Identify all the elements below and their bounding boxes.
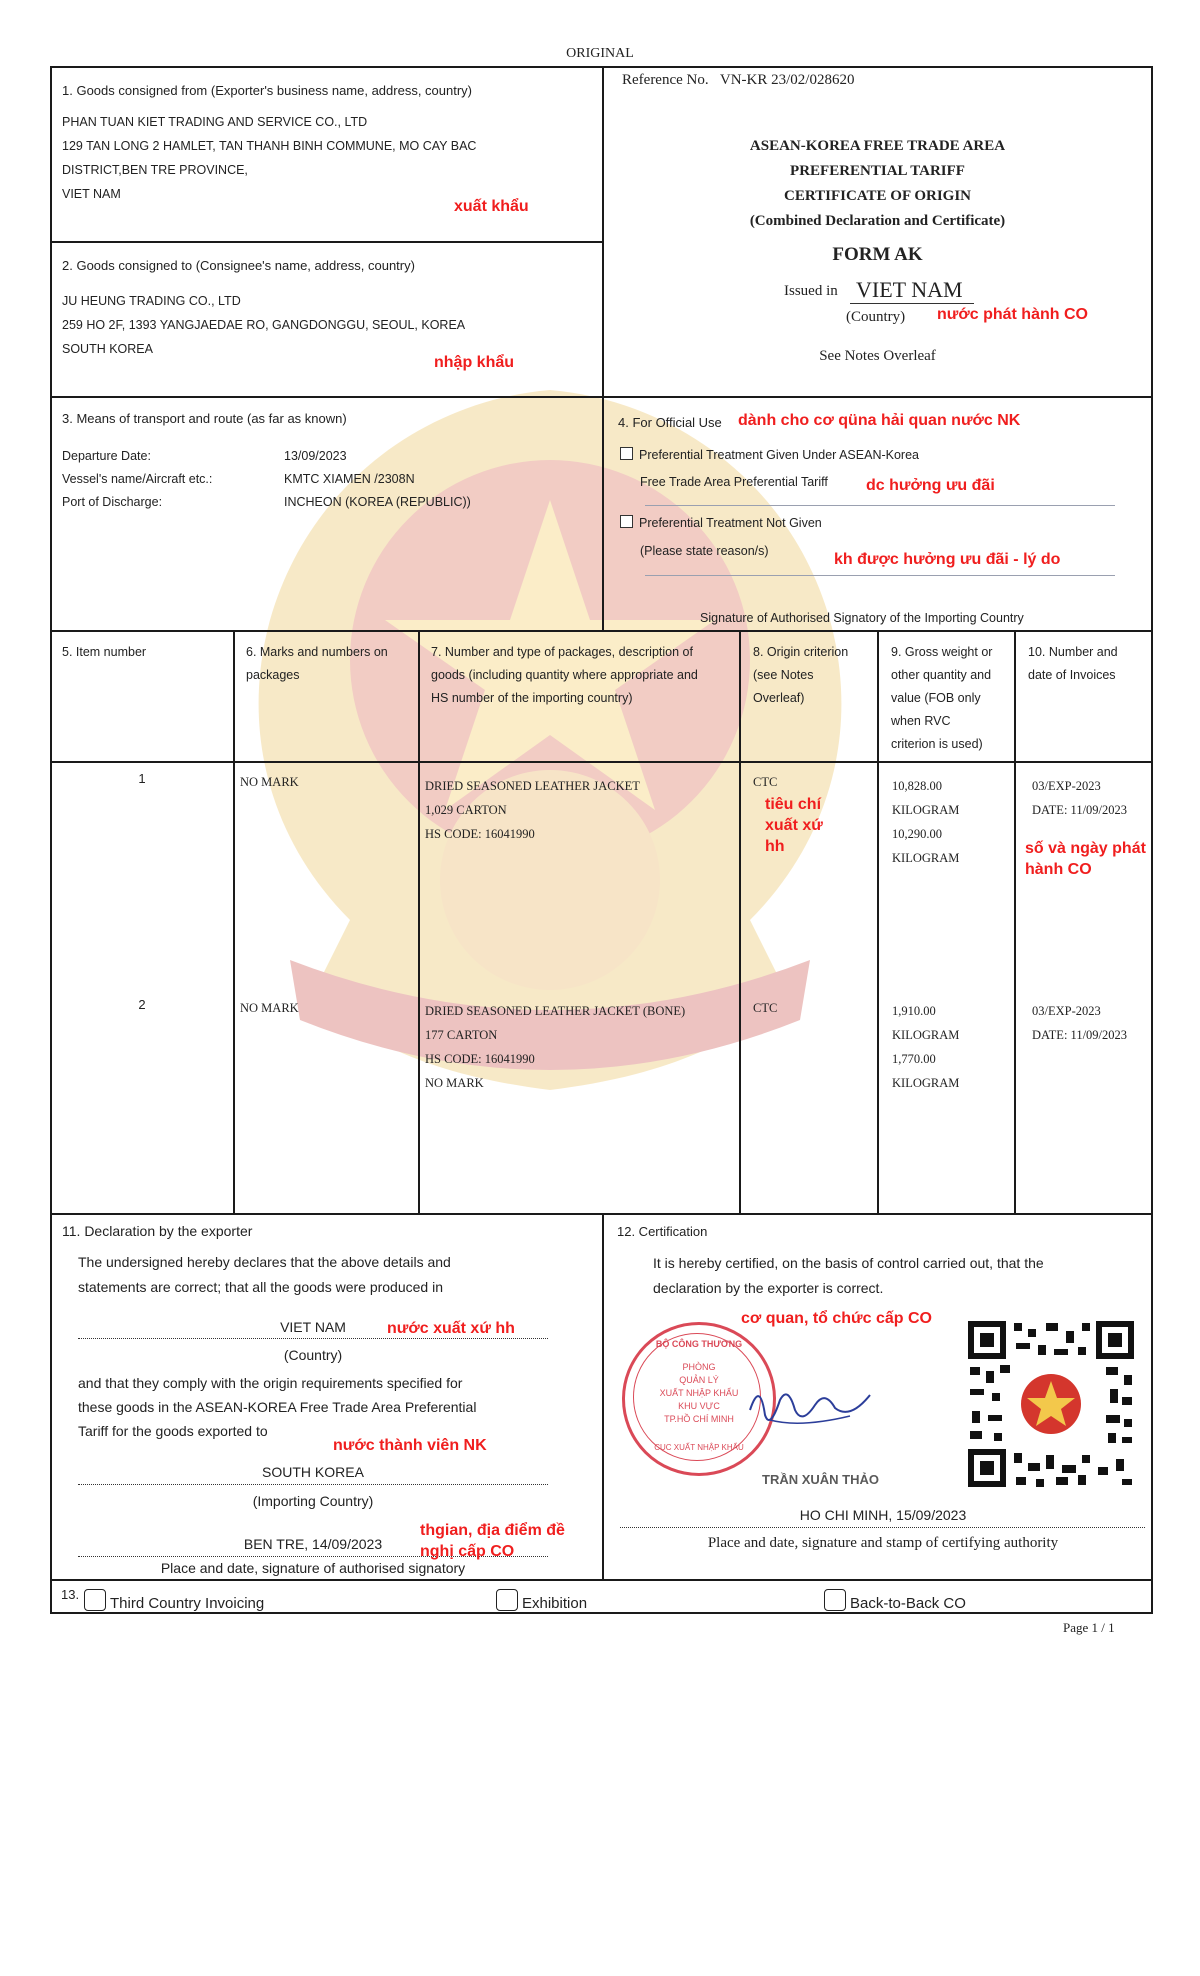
weight-line: 10,828.00 — [892, 779, 942, 793]
description-line: NO MARK — [425, 1076, 484, 1090]
header-line: 9. Gross weight or — [891, 645, 993, 659]
importing-annotation: nước thành viên NK — [333, 1437, 487, 1454]
box3-label: 3. Means of transport and route (as far as known) — [62, 411, 347, 426]
option-back-to-back[interactable] — [824, 1589, 966, 1612]
declaration-line: statements are correct; that all the goods were produced in — [78, 1279, 443, 1295]
declaration-paragraph-2 — [78, 1371, 476, 1443]
country-caption: (Country) — [283, 1347, 343, 1363]
box-exporter — [62, 80, 592, 206]
box-consignee — [62, 255, 592, 361]
transport-row — [62, 468, 582, 491]
checkbox-third-country[interactable] — [84, 1589, 106, 1611]
transport-key: Departure Date: — [62, 449, 151, 463]
importing-country: SOUTH KOREA — [262, 1464, 364, 1480]
checkbox-exhibition[interactable] — [496, 1589, 518, 1611]
weight-line: KILOGRAM — [892, 1076, 960, 1090]
reference-number — [622, 72, 854, 89]
header-gross-weight — [891, 641, 992, 756]
header-line: other quantity and — [891, 668, 992, 682]
description-line: DRIED SEASONED LEATHER JACKET — [425, 779, 640, 793]
exporter-line: 129 TAN LONG 2 HAMLET, TAN THANH BINH COMMUNE, MO CAY BAC — [62, 139, 477, 153]
invoice-line: 03/EXP-2023 — [1032, 779, 1101, 793]
original-label: ORIGINAL — [566, 46, 634, 61]
declaration-paragraph-1 — [78, 1250, 451, 1300]
description-line: HS CODE: 16041990 — [425, 827, 535, 841]
stamp-line: TP.HỒ CHÍ MINH — [664, 1414, 734, 1424]
option-label: Back-to-Back CO — [850, 1595, 966, 1612]
exporter-line: DISTRICT,BEN TRE PROVINCE, — [62, 163, 248, 177]
importing-signature-caption: Signature of Authorised Signatory of the Importing Country — [700, 611, 1024, 625]
header-line: 10. Number and — [1028, 645, 1118, 659]
header-line: 6. Marks and numbers on — [246, 645, 388, 659]
stamp-line: QUẢN LÝ — [679, 1375, 719, 1385]
declaration-line: and that they comply with the origin requirements specified for — [78, 1375, 463, 1391]
annotation-line: số và ngày phát — [1025, 840, 1146, 857]
title-line: ASEAN-KOREA FREE TRADE AREA — [749, 138, 1006, 154]
header-line: criterion is used) — [891, 737, 983, 751]
row1-criterion: CTC — [753, 775, 778, 789]
form-name: FORM AK — [832, 244, 923, 265]
box2-label: 2. Goods consigned to (Consignee's name, address, country) — [62, 258, 415, 273]
stamp-line: XUẤT NHẬP KHẨU — [659, 1388, 739, 1398]
invoice-annotation — [1025, 838, 1146, 880]
header-line: 7. Number and type of packages, description of — [431, 645, 693, 659]
option-label: Exhibition — [522, 1595, 588, 1612]
consignee-annotation: nhập khẩu — [434, 354, 515, 371]
issued-in-label: Issued in — [784, 283, 838, 299]
weight-line: KILOGRAM — [892, 1028, 960, 1042]
header-line: goods (including quantity where appropriate and — [431, 668, 698, 682]
stamp-line: KHU VỰC — [678, 1401, 720, 1411]
weight-line: 1,910.00 — [892, 1004, 936, 1018]
box13-number: 13. — [61, 1587, 80, 1602]
transport-table — [62, 445, 582, 514]
header-line: when RVC — [891, 714, 951, 728]
row1-invoice — [1032, 774, 1127, 822]
title-line: CERTIFICATE OF ORIGIN — [784, 188, 971, 204]
option-given-line1: Preferential Treatment Given Under ASEAN-Korea — [639, 448, 919, 462]
header-invoices — [1028, 641, 1118, 687]
country-caption: (Country) — [846, 309, 906, 325]
see-notes: See Notes Overleaf — [819, 348, 936, 364]
box4-label: 4. For Official Use — [618, 415, 722, 430]
header-origin-criterion — [753, 641, 848, 710]
option-preferential-given[interactable] — [620, 444, 919, 467]
importing-caption: (Importing Country) — [252, 1493, 374, 1509]
exporter-place-date: BEN TRE, 14/09/2023 — [243, 1536, 383, 1552]
handwritten-signature — [740, 1370, 880, 1440]
transport-row — [62, 491, 582, 514]
row2-weight — [892, 999, 959, 1095]
annotation-line: nghị cấp CO — [420, 1543, 515, 1560]
consignee-line: 259 HO 2F, 1393 YANGJAEDAE RO, GANGDONGGU, SEOUL, KOREA — [62, 318, 466, 332]
certifying-authority-annotation: cơ quan, tổ chức cấp CO — [741, 1310, 932, 1327]
declaration-line: The undersigned hereby declares that the above details and — [78, 1254, 451, 1270]
certifying-caption: Place and date, signature and stamp of certifying authority — [707, 1535, 1059, 1551]
transport-key: Port of Discharge: — [62, 495, 163, 509]
invoice-line: DATE: 11/09/2023 — [1032, 803, 1128, 817]
row2-description — [425, 999, 685, 1095]
description-line: HS CODE: 16041990 — [425, 1052, 535, 1066]
stamp-bottom-text: CỤC XUẤT NHẬP KHẨU — [654, 1443, 744, 1452]
header-description — [431, 641, 698, 710]
qr-code — [966, 1319, 1136, 1489]
declaration-line: these goods in the ASEAN-KOREA Free Trade Area Preferential — [78, 1399, 477, 1415]
checkbox-given[interactable] — [620, 447, 633, 460]
invoice-line: 03/EXP-2023 — [1032, 1004, 1101, 1018]
origin-country-annotation: nước xuất xứ hh — [387, 1320, 515, 1337]
weight-line: KILOGRAM — [892, 851, 960, 865]
option-exhibition[interactable] — [496, 1589, 587, 1612]
annotation-line: thgian, địa điểm đề — [420, 1522, 565, 1539]
invoice-line: DATE: 11/09/2023 — [1032, 1028, 1128, 1042]
box1-label: 1. Goods consigned from (Exporter's business name, address, country) — [62, 83, 473, 98]
header-line: (see Notes — [753, 668, 814, 682]
stamp-text: BỘ CÔNG THƯƠNG — [655, 1339, 743, 1349]
option-third-country[interactable] — [84, 1589, 264, 1612]
annotation-line: hh — [765, 838, 785, 855]
option-given-line2: Free Trade Area Preferential Tariff — [640, 475, 828, 489]
checkbox-back-to-back[interactable] — [824, 1589, 846, 1611]
option-label: Third Country Invoicing — [110, 1595, 265, 1612]
certifying-place-date: HO CHI MINH, 15/09/2023 — [799, 1507, 967, 1523]
given-annotation: dc hưởng ưu đãi — [866, 477, 995, 494]
option-not-given-line2: (Please state reason/s) — [640, 544, 769, 558]
description-line: DRIED SEASONED LEATHER JACKET (BONE) — [425, 1004, 686, 1018]
issued-country-annotation: nước phát hành CO — [937, 306, 1088, 323]
stamp-line: PHÒNG — [682, 1362, 716, 1372]
exporter-line: VIET NAM — [62, 187, 121, 201]
header-line: Overleaf) — [753, 691, 805, 705]
option-not-given-line1: Preferential Treatment Not Given — [639, 516, 822, 530]
reference-label: Reference No. — [622, 72, 709, 88]
signer-name: TRẦN XUÂN THẢO — [762, 1472, 879, 1487]
certification-line: declaration by the exporter is correct. — [653, 1280, 884, 1296]
row2-invoice — [1032, 999, 1127, 1047]
transport-value: 13/09/2023 — [284, 449, 347, 463]
title-line: PREFERENTIAL TARIFF — [790, 163, 965, 179]
certification-paragraph — [653, 1251, 1044, 1301]
transport-key: Vessel's name/Aircraft etc.: — [62, 472, 213, 486]
header-marks — [246, 641, 388, 687]
row2-criterion: CTC — [753, 1001, 778, 1015]
weight-line: 1,770.00 — [892, 1052, 936, 1066]
reference-value: VN-KR 23/02/028620 — [719, 72, 855, 88]
transport-row — [62, 445, 582, 468]
annotation-line: tiêu chí — [765, 796, 822, 813]
not-given-annotation: kh được hưởng ưu đãi - lý do — [834, 551, 1061, 568]
exporter-place-caption: Place and date, signature of authorised signatory — [160, 1560, 466, 1576]
official-use-annotation: dành cho cơ qüna hải quan nước NK — [738, 412, 1021, 429]
issued-country: VIET NAM — [856, 277, 963, 302]
option-preferential-not-given[interactable] — [620, 512, 822, 535]
header-line: packages — [246, 668, 300, 682]
row1-item-number: 1 — [138, 771, 146, 786]
transport-value: INCHEON (KOREA (REPUBLIC)) — [284, 495, 471, 509]
origin-country: VIET NAM — [280, 1319, 346, 1335]
header-line: 8. Origin criterion — [753, 645, 849, 659]
annotation-line: hành CO — [1025, 861, 1092, 878]
certificate-title — [604, 134, 1151, 234]
consignee-line: SOUTH KOREA — [62, 342, 153, 356]
exporter-line: PHAN TUAN KIET TRADING AND SERVICE CO., LTD — [62, 115, 368, 129]
qr-code-pattern — [966, 1319, 1136, 1489]
row2-marks: NO MARK — [240, 1001, 299, 1015]
transport-value: KMTC XIAMEN /2308N — [284, 472, 415, 486]
row1-marks: NO MARK — [240, 775, 299, 789]
exporter-annotation: xuất khẩu — [454, 198, 529, 215]
header-line: HS number of the importing country) — [431, 691, 633, 705]
row1-description — [425, 774, 640, 846]
weight-line: KILOGRAM — [892, 803, 960, 817]
declaration-line: Tariff for the goods exported to — [78, 1423, 268, 1439]
box11-label: 11. Declaration by the exporter — [62, 1223, 253, 1239]
header-item-number: 5. Item number — [62, 645, 147, 659]
header-line: value (FOB only — [891, 691, 981, 705]
row1-weight — [892, 774, 959, 870]
header-line: date of Invoices — [1028, 668, 1116, 682]
annotation-line: xuất xứ — [765, 817, 823, 834]
title-line: (Combined Declaration and Certificate) — [749, 213, 1006, 229]
criterion-annotation — [765, 794, 823, 857]
certification-line: It is hereby certified, on the basis of control carried out, that the — [653, 1255, 1044, 1271]
consignee-line: JU HEUNG TRADING CO., LTD — [62, 294, 241, 308]
description-line: 177 CARTON — [425, 1028, 498, 1042]
checkbox-not-given[interactable] — [620, 515, 633, 528]
place-date-annotation — [420, 1520, 565, 1562]
weight-line: 10,290.00 — [892, 827, 942, 841]
row2-item-number: 2 — [138, 997, 146, 1012]
page-number: Page 1 / 1 — [1063, 1620, 1115, 1635]
box12-label: 12. Certification — [617, 1224, 708, 1239]
description-line: 1,029 CARTON — [425, 803, 507, 817]
